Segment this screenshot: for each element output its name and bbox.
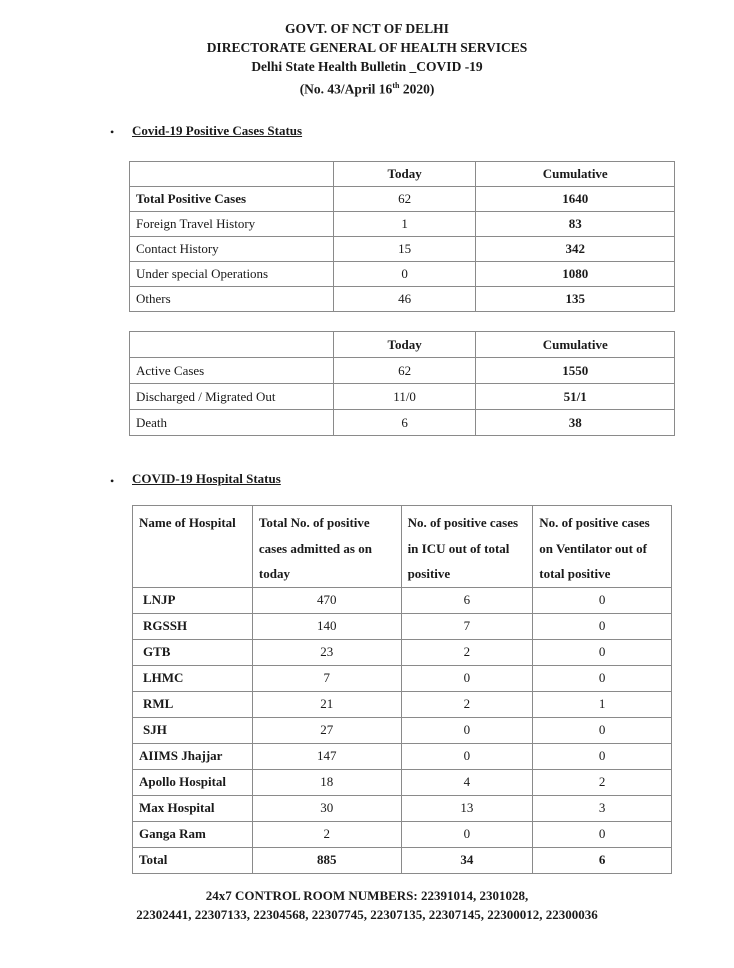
icu-value: 13 [401,795,533,821]
table-row [133,717,672,743]
hospital-name: SJH [133,717,253,743]
table-row [133,613,672,639]
today-value: 62 [333,187,476,212]
table-row [130,212,675,237]
icu-value: 4 [401,769,533,795]
row-label: Foreign Travel History [130,212,334,237]
ventilator-value: 0 [533,613,672,639]
cumulative-value: 83 [476,212,675,237]
table-row [130,187,675,212]
table-row [133,795,672,821]
table-row [133,821,672,847]
table-row [133,639,672,665]
hospital-name: RML [133,691,253,717]
positive-cases-table [129,161,675,312]
hospital-name: GTB [133,639,253,665]
admitted-value: 147 [252,743,401,769]
cumulative-value: 1550 [476,358,675,384]
header-cell-icu: No. of positive cases in ICU out of total positive [401,506,533,588]
control-room-line2: 22302441, 22307133, 22304568, 22307745, 22307135, 22307145, 22300012, 22300036 [136,907,598,922]
admitted-value: 7 [252,665,401,691]
table-row [130,358,675,384]
row-label: Discharged / Migrated Out [130,384,334,410]
hospital-name: AIIMS Jhajjar [133,743,253,769]
icu-value: 6 [401,587,533,613]
table-row [133,769,672,795]
table-row [130,237,675,262]
ventilator-value: 0 [533,639,672,665]
today-value: 6 [333,410,476,436]
icu-value: 0 [401,821,533,847]
control-room-line1: 24x7 CONTROL ROOM NUMBERS: 22391014, 2301028, [205,888,529,903]
table-row [133,587,672,613]
hospital-name: Ganga Ram [133,821,253,847]
bulletin-number: (No. 43/April 16th 2020) [299,81,435,97]
active-cases-table [129,331,675,436]
row-label: Others [130,287,334,312]
today-value: 0 [333,262,476,287]
table-header-row [130,332,675,358]
admitted-value: 27 [252,717,401,743]
admitted-value: 470 [252,587,401,613]
header-cell-cumulative: Cumulative [476,332,675,358]
admitted-value: 2 [252,821,401,847]
admitted-value: 140 [252,613,401,639]
row-label: Total Positive Cases [130,187,334,212]
header-cell-today: Today [333,332,476,358]
ventilator-value: 0 [533,717,672,743]
ventilator-value: 0 [533,587,672,613]
row-label: Contact History [130,237,334,262]
hospital-name: Apollo Hospital [133,769,253,795]
table-row [130,287,675,312]
today-value: 1 [333,212,476,237]
admitted-value: 23 [252,639,401,665]
today-value: 46 [333,287,476,312]
hospital-name: LHMC [133,665,253,691]
header-cell-admitted: Total No. of positive cases admitted as on today [252,506,401,588]
admitted-value: 18 [252,769,401,795]
total-row [133,847,672,873]
icu-value: 0 [401,665,533,691]
header-cell-empty [130,332,334,358]
cumulative-value: 342 [476,237,675,262]
table-row [133,743,672,769]
hospital-name: LNJP [133,587,253,613]
table-header-row [133,506,672,588]
ventilator-value: 0 [533,665,672,691]
bulletin-title: Delhi State Health Bulletin _COVID -19 [251,59,483,74]
row-label: Death [130,410,334,436]
ventilator-value: 0 [533,743,672,769]
admitted-value: 30 [252,795,401,821]
table-row [133,691,672,717]
hospital-status-table [132,505,672,874]
today-value: 15 [333,237,476,262]
total-icu: 34 [401,847,533,873]
bullet-icon: • [110,474,115,488]
icu-value: 0 [401,743,533,769]
ventilator-value: 2 [533,769,672,795]
cumulative-value: 38 [476,410,675,436]
icu-value: 0 [401,717,533,743]
govt-title: GOVT. OF NCT OF DELHI [285,21,449,36]
row-label: Under special Operations [130,262,334,287]
table-row [133,665,672,691]
row-label: Active Cases [130,358,334,384]
cumulative-value: 1640 [476,187,675,212]
ventilator-value: 1 [533,691,672,717]
total-admitted: 885 [252,847,401,873]
table-row [130,410,675,436]
table-header-row [130,162,675,187]
header-cell-ventilator: No. of positive cases on Ventilator out of total positive [533,506,672,588]
admitted-value: 21 [252,691,401,717]
hospital-name: RGSSH [133,613,253,639]
header-cell-today: Today [333,162,476,187]
table-row [130,262,675,287]
today-value: 62 [333,358,476,384]
cumulative-value: 51/1 [476,384,675,410]
icu-value: 7 [401,613,533,639]
today-value: 11/0 [333,384,476,410]
bullet-icon: • [110,125,115,139]
hospital-name: Max Hospital [133,795,253,821]
cumulative-value: 135 [476,287,675,312]
header-cell-empty [130,162,334,187]
section-title-positive-cases: Covid-19 Positive Cases Status [132,123,303,138]
icu-value: 2 [401,691,533,717]
directorate-title: DIRECTORATE GENERAL OF HEALTH SERVICES [206,40,528,55]
total-label: Total [133,847,253,873]
icu-value: 2 [401,639,533,665]
header-cell-hospital-name: Name of Hospital [133,506,253,588]
ventilator-value: 0 [533,821,672,847]
header-cell-cumulative: Cumulative [476,162,675,187]
section-title-hospital-status: COVID-19 Hospital Status [132,471,281,486]
cumulative-value: 1080 [476,262,675,287]
table-row [130,384,675,410]
ventilator-value: 3 [533,795,672,821]
total-ventilator: 6 [533,847,672,873]
